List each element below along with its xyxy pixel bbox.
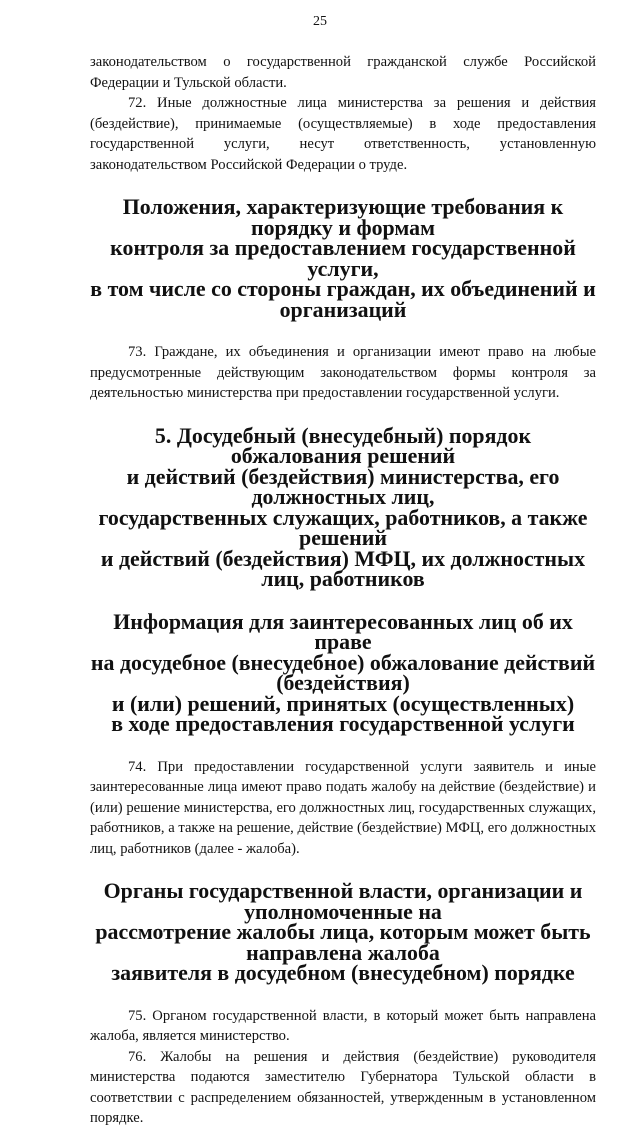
heading-line: контроля за предоставлением государственной услуги, [110,235,576,281]
heading-line: заявителя в досудебном (внесудебном) порядке [111,960,575,985]
heading-line: на досудебное (внесудебное) обжалование действий (бездействия) [90,649,596,695]
heading-section-5 [90,422,596,591]
heading-line: и действий (бездействия) МФЦ, их должностных лиц, работников [100,545,586,591]
heading-line: 5. Досудебный (внесудебный) порядок обжалования решений [154,422,532,468]
paragraph-72: 72. Иные должностные лица министерства за решения и действия (бездействие), принимаемые (осуществляемые) в ходе предоставления государственной услуги, несут ответственность, установленную законодательством Российской Федерации о труде. [90,95,596,173]
heading-line: и действий (бездействия) министерства, его должностных лиц, [126,463,560,509]
heading-line: государственных служащих, работников, а также решений [98,504,588,550]
heading-line: Положения, характеризующие требования к порядку и формам [122,194,564,240]
paragraph-71-continuation: законодательством о государственной гражданской службе Российской Федерации и Тульской области. [90,54,596,91]
heading-line: Информация для заинтересованных лиц об их праве [113,608,573,654]
heading-line: в ходе предоставления государственной услуги [111,711,575,736]
heading-control-requirements [90,194,596,322]
heading-info-rights [90,608,596,736]
paragraph-76: 76. Жалобы на решения и действия (бездействие) руководителя министерства подаются заместителю Губернатора Тульской области в соответствии с распределением обязанностей, утвержденным в установленном порядке. [90,1048,596,1126]
paragraph-75: 75. Органом государственной власти, в который может быть направлена жалоба, является министерство. [90,1007,596,1044]
heading-authorities [90,878,596,985]
paragraph-73: 73. Граждане, их объединения и организации имеют право на любые предусмотренные действующим законодательством формы контроля за деятельностью министерства при предоставлении государственной услуги. [90,344,596,401]
heading-line: и (или) решений, принятых (осуществленных) [111,690,575,716]
document-body [90,52,596,1129]
page-number: 25 [313,14,327,29]
paragraph-74: 74. При предоставлении государственной услуги заявитель и иные заинтересованные лица имеют право подать жалобу на действие (бездействие) и (или) решение министерства, его должностных лиц, государственных служащих, работников, а также на решение, действие (бездействие) МФЦ, его должностных лиц, работников (далее - жалоба). [90,758,596,857]
heading-line: Органы государственной власти, организации и уполномоченные на [103,878,583,924]
heading-line: рассмотрение жалобы лица, которым может быть направлена жалоба [95,919,591,965]
heading-line: в том числе со стороны граждан, их объединений и организаций [90,276,596,322]
